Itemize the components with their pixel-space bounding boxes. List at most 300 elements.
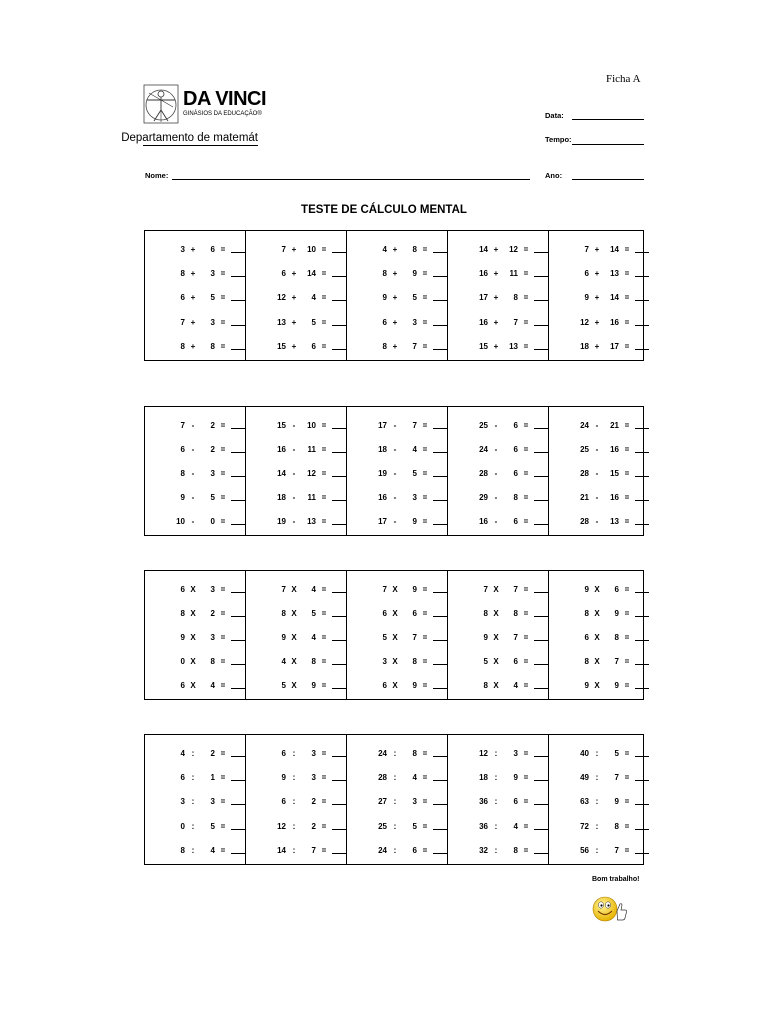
answer-blank[interactable]	[231, 853, 245, 854]
time-field[interactable]	[572, 144, 644, 145]
answer-blank[interactable]	[635, 616, 649, 617]
operand-b: 5	[311, 609, 316, 618]
answer-blank[interactable]	[534, 756, 548, 757]
equals-sign: =	[220, 633, 226, 642]
answer-blank[interactable]	[635, 325, 649, 326]
equals-sign: =	[321, 749, 327, 759]
answer-blank[interactable]	[231, 592, 245, 593]
operator: -	[494, 421, 498, 430]
operand-b: 3	[210, 469, 215, 478]
operand-b: 4	[412, 773, 417, 783]
operator: :	[191, 797, 195, 807]
operand-b: 4	[210, 681, 215, 690]
operator: X	[190, 633, 196, 642]
operand-a: 12	[277, 821, 286, 831]
equals-sign: =	[321, 493, 327, 502]
operand-b: 4	[210, 845, 215, 855]
answer-blank[interactable]	[332, 524, 346, 525]
exercise-column	[549, 407, 649, 535]
operand-b: 7	[311, 845, 316, 855]
answer-blank[interactable]	[534, 452, 548, 453]
operand-a: 9	[382, 293, 387, 303]
operand-b: 7	[614, 773, 619, 783]
answer-blank[interactable]	[231, 664, 245, 665]
exercise-row	[448, 768, 548, 782]
operand-b: 3	[513, 749, 518, 759]
operator: X	[594, 633, 600, 642]
equals-sign: =	[220, 269, 226, 279]
operand-b: 9	[614, 797, 619, 807]
operator: -	[595, 517, 599, 526]
operand-b: 4	[513, 681, 518, 690]
multiplication-block	[144, 570, 644, 700]
exercise-row	[347, 416, 447, 430]
closing-message: Bom trabalho!	[592, 876, 640, 883]
operator: +	[190, 269, 196, 279]
answer-blank[interactable]	[332, 276, 346, 277]
equals-sign: =	[220, 421, 226, 430]
equals-sign: =	[422, 585, 428, 594]
exercise-row	[448, 817, 548, 831]
answer-blank[interactable]	[534, 853, 548, 854]
equals-sign: =	[422, 293, 428, 303]
answer-blank[interactable]	[433, 804, 447, 805]
answer-blank[interactable]	[635, 524, 649, 525]
answer-blank[interactable]	[231, 780, 245, 781]
equals-sign: =	[321, 773, 327, 783]
operand-b: 11	[509, 269, 518, 279]
operand-b: 9	[412, 585, 417, 594]
operand-a: 6	[180, 773, 185, 783]
exercise-row	[448, 604, 548, 618]
answer-blank[interactable]	[534, 616, 548, 617]
answer-blank[interactable]	[433, 780, 447, 781]
exercise-row	[448, 288, 548, 302]
equals-sign: =	[422, 269, 428, 279]
time-label: Tempo:	[545, 135, 572, 144]
answer-blank[interactable]	[534, 524, 548, 525]
equals-sign: =	[624, 797, 630, 807]
equals-sign: =	[624, 609, 630, 618]
year-field[interactable]	[572, 179, 644, 180]
equals-sign: =	[422, 821, 428, 831]
operand-a: 5	[281, 681, 286, 690]
answer-blank[interactable]	[635, 853, 649, 854]
exercise-row	[448, 440, 548, 454]
exercise-row	[145, 580, 245, 594]
answer-blank[interactable]	[332, 476, 346, 477]
addition-block	[144, 230, 644, 361]
answer-blank[interactable]	[332, 688, 346, 689]
answer-blank[interactable]	[433, 476, 447, 477]
operand-a: 17	[378, 517, 387, 526]
equals-sign: =	[422, 317, 428, 327]
operand-b: 7	[513, 317, 518, 327]
answer-blank[interactable]	[332, 349, 346, 350]
exercise-row	[145, 841, 245, 855]
operand-a: 9	[483, 633, 488, 642]
exercise-row	[549, 264, 649, 278]
operand-b: 6	[513, 469, 518, 478]
answer-blank[interactable]	[231, 500, 245, 501]
operand-b: 7	[614, 845, 619, 855]
operand-b: 10	[307, 245, 316, 255]
operator: -	[191, 445, 195, 454]
answer-blank[interactable]	[332, 452, 346, 453]
operator: +	[291, 245, 297, 255]
operand-b: 11	[307, 493, 316, 502]
exercise-row	[145, 744, 245, 758]
operand-b: 13	[307, 517, 316, 526]
operand-b: 14	[610, 245, 619, 255]
equals-sign: =	[220, 445, 226, 454]
exercise-row	[549, 744, 649, 758]
answer-blank[interactable]	[332, 829, 346, 830]
answer-blank[interactable]	[635, 592, 649, 593]
exercise-row	[145, 337, 245, 351]
operand-b: 15	[610, 469, 619, 478]
exercise-row	[145, 440, 245, 454]
operand-a: 0	[180, 657, 185, 666]
operand-b: 12	[509, 245, 518, 255]
operand-b: 5	[412, 293, 417, 303]
equals-sign: =	[220, 341, 226, 351]
exercise-column	[448, 571, 549, 699]
operator: :	[494, 797, 498, 807]
operator: X	[493, 657, 499, 666]
answer-blank[interactable]	[534, 252, 548, 253]
operand-b: 8	[311, 657, 316, 666]
operand-b: 7	[513, 633, 518, 642]
answer-blank[interactable]	[433, 616, 447, 617]
answer-blank[interactable]	[534, 664, 548, 665]
equals-sign: =	[220, 293, 226, 303]
operand-b: 8	[210, 657, 215, 666]
operator: +	[291, 269, 297, 279]
operand-b: 7	[614, 657, 619, 666]
answer-blank[interactable]	[433, 592, 447, 593]
answer-blank[interactable]	[433, 252, 447, 253]
answer-blank[interactable]	[534, 780, 548, 781]
operator: +	[594, 269, 600, 279]
answer-blank[interactable]	[635, 500, 649, 501]
exercise-row	[448, 512, 548, 526]
equals-sign: =	[321, 585, 327, 594]
equals-sign: =	[624, 585, 630, 594]
operator: -	[595, 469, 599, 478]
operand-b: 6	[513, 657, 518, 666]
answer-blank[interactable]	[433, 452, 447, 453]
answer-blank[interactable]	[433, 428, 447, 429]
answer-blank[interactable]	[332, 756, 346, 757]
equals-sign: =	[624, 749, 630, 759]
answer-blank[interactable]	[635, 688, 649, 689]
answer-blank[interactable]	[534, 804, 548, 805]
equals-sign: =	[523, 845, 529, 855]
equals-sign: =	[220, 797, 226, 807]
operand-a: 49	[580, 773, 589, 783]
operand-a: 16	[479, 269, 488, 279]
operand-a: 8	[180, 845, 185, 855]
answer-blank[interactable]	[332, 252, 346, 253]
operand-a: 14	[277, 845, 286, 855]
exercise-column	[246, 735, 347, 864]
operand-a: 15	[277, 421, 286, 430]
answer-blank[interactable]	[534, 428, 548, 429]
exercise-row	[246, 440, 346, 454]
operand-a: 7	[483, 585, 488, 594]
exercise-row	[246, 488, 346, 502]
answer-blank[interactable]	[231, 428, 245, 429]
answer-blank[interactable]	[534, 300, 548, 301]
answer-blank[interactable]	[635, 829, 649, 830]
answer-blank[interactable]	[231, 349, 245, 350]
operand-b: 1	[210, 773, 215, 783]
exercise-row	[549, 652, 649, 666]
answer-blank[interactable]	[231, 829, 245, 830]
operand-b: 8	[614, 821, 619, 831]
exercise-row	[347, 264, 447, 278]
exercise-row	[549, 768, 649, 782]
operand-a: 17	[378, 421, 387, 430]
answer-blank[interactable]	[534, 829, 548, 830]
year-label: Ano:	[545, 171, 563, 180]
operand-b: 2	[210, 749, 215, 759]
answer-blank[interactable]	[635, 428, 649, 429]
answer-blank[interactable]	[231, 476, 245, 477]
answer-blank[interactable]	[534, 476, 548, 477]
operator: :	[292, 773, 296, 783]
answer-blank[interactable]	[433, 756, 447, 757]
operator: +	[594, 341, 600, 351]
exercise-column	[549, 231, 649, 360]
answer-blank[interactable]	[534, 500, 548, 501]
answer-blank[interactable]	[332, 428, 346, 429]
answer-blank[interactable]	[332, 664, 346, 665]
exercise-column	[246, 231, 347, 360]
operand-a: 18	[580, 341, 589, 351]
answer-blank[interactable]	[231, 640, 245, 641]
answer-blank[interactable]	[231, 276, 245, 277]
operand-b: 16	[610, 445, 619, 454]
exercise-row	[347, 792, 447, 806]
operator: X	[190, 609, 196, 618]
answer-blank[interactable]	[231, 756, 245, 757]
answer-blank[interactable]	[433, 300, 447, 301]
operand-b: 6	[412, 609, 417, 618]
operand-b: 8	[412, 657, 417, 666]
operand-b: 4	[311, 585, 316, 594]
answer-blank[interactable]	[635, 300, 649, 301]
answer-blank[interactable]	[433, 664, 447, 665]
operand-b: 8	[513, 609, 518, 618]
answer-blank[interactable]	[231, 252, 245, 253]
answer-blank[interactable]	[231, 452, 245, 453]
answer-blank[interactable]	[635, 640, 649, 641]
answer-blank[interactable]	[635, 756, 649, 757]
operand-b: 6	[513, 797, 518, 807]
answer-blank[interactable]	[635, 452, 649, 453]
equals-sign: =	[220, 317, 226, 327]
operand-a: 8	[180, 341, 185, 351]
equals-sign: =	[624, 469, 630, 478]
operand-b: 6	[513, 517, 518, 526]
answer-blank[interactable]	[534, 349, 548, 350]
equals-sign: =	[624, 845, 630, 855]
exercise-row	[145, 464, 245, 478]
answer-blank[interactable]	[433, 325, 447, 326]
operator: -	[393, 445, 397, 454]
exercise-row	[347, 580, 447, 594]
answer-blank[interactable]	[635, 664, 649, 665]
operand-a: 25	[378, 821, 387, 831]
answer-blank[interactable]	[332, 325, 346, 326]
operand-b: 8	[412, 245, 417, 255]
operator: +	[594, 317, 600, 327]
answer-blank[interactable]	[231, 804, 245, 805]
operator: -	[393, 421, 397, 430]
equals-sign: =	[220, 749, 226, 759]
operand-a: 16	[479, 317, 488, 327]
answer-blank[interactable]	[433, 276, 447, 277]
answer-blank[interactable]	[231, 325, 245, 326]
exercise-row	[549, 604, 649, 618]
answer-blank[interactable]	[534, 592, 548, 593]
equals-sign: =	[321, 445, 327, 454]
answer-blank[interactable]	[332, 640, 346, 641]
answer-blank[interactable]	[332, 500, 346, 501]
answer-blank[interactable]	[433, 853, 447, 854]
division-block	[144, 734, 644, 865]
answer-blank[interactable]	[534, 325, 548, 326]
operand-a: 72	[580, 821, 589, 831]
answer-blank[interactable]	[433, 524, 447, 525]
operator: -	[191, 421, 195, 430]
equals-sign: =	[624, 341, 630, 351]
answer-blank[interactable]	[231, 300, 245, 301]
exercise-row	[145, 416, 245, 430]
answer-blank[interactable]	[534, 640, 548, 641]
answer-blank[interactable]	[635, 349, 649, 350]
equals-sign: =	[523, 681, 529, 690]
answer-blank[interactable]	[231, 616, 245, 617]
answer-blank[interactable]	[332, 300, 346, 301]
operator: +	[392, 269, 398, 279]
operand-b: 8	[513, 493, 518, 502]
answer-blank[interactable]	[534, 688, 548, 689]
answer-blank[interactable]	[433, 640, 447, 641]
operand-b: 9	[311, 681, 316, 690]
exercise-row	[246, 841, 346, 855]
answer-blank[interactable]	[433, 829, 447, 830]
operand-b: 6	[614, 585, 619, 594]
operand-b: 10	[307, 421, 316, 430]
operand-a: 9	[281, 633, 286, 642]
operand-a: 9	[584, 585, 589, 594]
operator: +	[594, 293, 600, 303]
exercise-column	[347, 571, 448, 699]
exercise-row	[549, 288, 649, 302]
exercise-row	[347, 628, 447, 642]
equals-sign: =	[422, 517, 428, 526]
equals-sign: =	[220, 821, 226, 831]
operand-b: 16	[610, 317, 619, 327]
exercise-row	[448, 464, 548, 478]
operand-a: 8	[483, 609, 488, 618]
answer-blank[interactable]	[635, 276, 649, 277]
exercise-column	[347, 735, 448, 864]
operator: X	[291, 585, 297, 594]
operand-a: 6	[382, 609, 387, 618]
exercise-row	[347, 488, 447, 502]
operand-a: 18	[277, 493, 286, 502]
operand-a: 40	[580, 749, 589, 759]
answer-blank[interactable]	[332, 592, 346, 593]
answer-blank[interactable]	[231, 688, 245, 689]
operator: :	[595, 821, 599, 831]
operator: +	[291, 317, 297, 327]
exercise-row	[145, 676, 245, 690]
answer-blank[interactable]	[635, 804, 649, 805]
answer-blank[interactable]	[635, 476, 649, 477]
operand-b: 13	[610, 269, 619, 279]
answer-blank[interactable]	[332, 780, 346, 781]
operator: -	[494, 493, 498, 502]
operator: :	[595, 797, 599, 807]
date-field[interactable]	[572, 119, 644, 120]
equals-sign: =	[624, 445, 630, 454]
operand-b: 6	[210, 245, 215, 255]
operand-b: 3	[210, 269, 215, 279]
answer-blank[interactable]	[433, 688, 447, 689]
operator: X	[594, 609, 600, 618]
answer-blank[interactable]	[635, 252, 649, 253]
answer-blank[interactable]	[433, 500, 447, 501]
operand-b: 4	[311, 633, 316, 642]
answer-blank[interactable]	[433, 349, 447, 350]
operator: -	[292, 493, 296, 502]
operand-a: 9	[180, 633, 185, 642]
operand-b: 3	[311, 773, 316, 783]
equals-sign: =	[321, 797, 327, 807]
exercise-row	[347, 676, 447, 690]
exercise-row	[549, 512, 649, 526]
operand-b: 7	[513, 585, 518, 594]
answer-blank[interactable]	[332, 616, 346, 617]
exercise-row	[145, 512, 245, 526]
operand-a: 8	[483, 681, 488, 690]
operand-a: 12	[580, 317, 589, 327]
equals-sign: =	[220, 657, 226, 666]
answer-blank[interactable]	[635, 780, 649, 781]
answer-blank[interactable]	[534, 276, 548, 277]
answer-blank[interactable]	[332, 804, 346, 805]
operator: X	[392, 585, 398, 594]
operator: +	[190, 317, 196, 327]
exercise-row	[246, 580, 346, 594]
subtraction-block	[144, 406, 644, 536]
operand-b: 9	[513, 773, 518, 783]
operator: +	[493, 293, 499, 303]
answer-blank[interactable]	[332, 853, 346, 854]
operator: X	[190, 681, 196, 690]
operator: -	[191, 493, 195, 502]
operand-a: 28	[479, 469, 488, 478]
operand-a: 9	[180, 493, 185, 502]
answer-blank[interactable]	[231, 524, 245, 525]
exercise-row	[347, 768, 447, 782]
name-field[interactable]	[172, 179, 530, 180]
